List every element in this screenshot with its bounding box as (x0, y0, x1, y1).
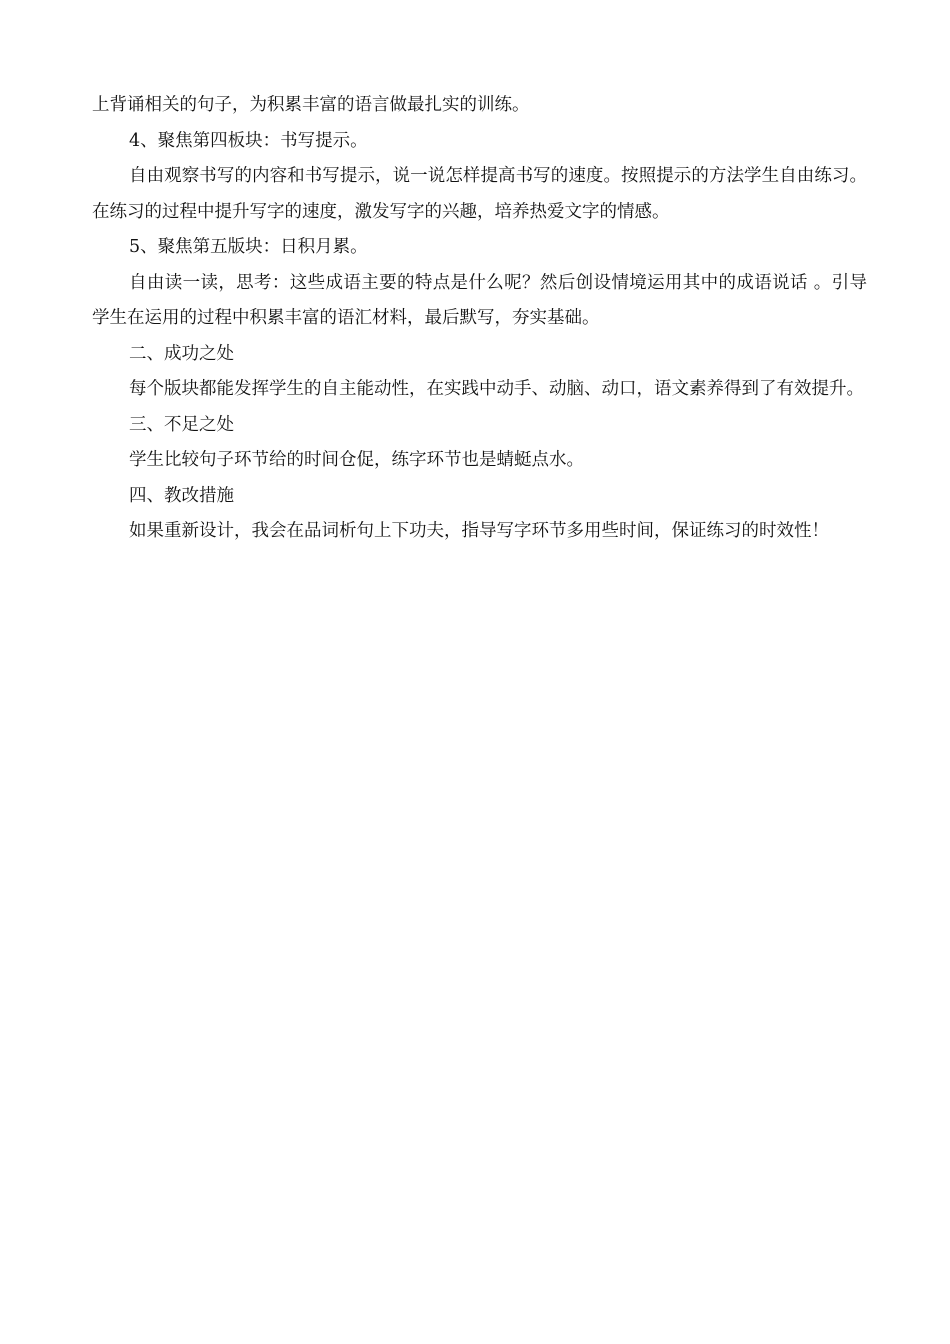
section-heading-5: 5、聚焦第五版块：日积月累。 (129, 237, 368, 257)
paragraph-shortcomings: 学生比较句子环节给的时间仓促，练字环节也是蜻蜓点水。 (129, 450, 584, 470)
paragraph-idioms: 自由读一读，思考：这些成语主要的特点是什么呢？然后创设情境运用其中的成语说话 。引导学生在运用的过程中积累丰富的语汇材料，最后默写，夯实基础。 (92, 272, 867, 328)
paragraph-improvements: 如果重新设计，我会在品词析句上下功夫，指导写字环节多用些时间，保证练习的时效性！ (129, 521, 829, 541)
section-heading-4: 4、聚焦第四板块：书写提示。 (129, 130, 368, 151)
heading-improvements: 四、教改措施 (129, 485, 234, 506)
heading-successes: 二、成功之处 (129, 343, 234, 364)
paragraph-continuation: 上背诵相关的句子，为积累丰富的语言做最扎实的训练。 (92, 95, 530, 115)
document-body (92, 88, 867, 550)
paragraph-writing-tips: 自由观察书写的内容和书写提示，说一说怎样提高书写的速度。按照提示的方法学生自由练习。在练习的过程中提升写字的速度，激发写字的兴趣，培养热爱文字的情感。 (92, 166, 867, 222)
heading-shortcomings: 三、不足之处 (129, 414, 234, 435)
paragraph-successes: 每个版块都能发挥学生的自主能动性，在实践中动手、动脑、动口，语文素养得到了有效提升。 (129, 379, 864, 399)
